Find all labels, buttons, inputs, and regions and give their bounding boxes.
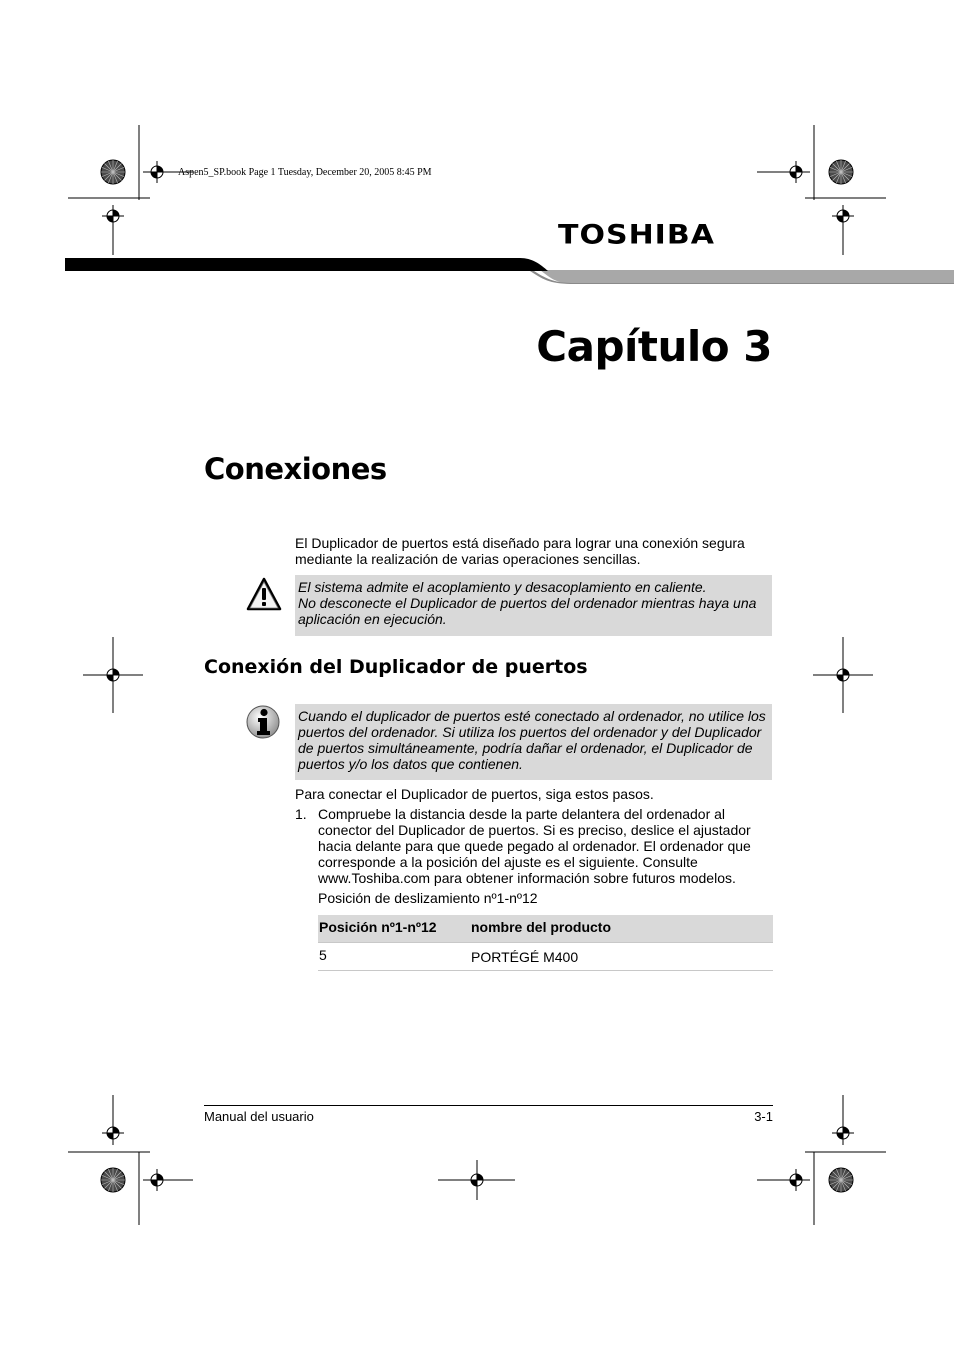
header-band (0, 250, 954, 290)
list-item (295, 806, 773, 886)
table-header-cell: nombre del producto (471, 919, 611, 935)
slide-position-label: Posición de deslizamiento nº1-nº12 (318, 890, 538, 906)
step-text: Compruebe la distancia desde la parte delantera del ordenador al conector del Duplicador de puertos. Si es preciso, deslice el ajustador hacia delante para que quede pegado al ordenador. El ordenador que corresponde a la posición del ajuste es el siguiente. Consulte www.Toshiba.com para obtener información sobre futuros modelos. (318, 806, 751, 886)
info-note: Cuando el duplicador de puertos esté conectado al ordenador, no utilice los puertos del ordenador. Si utiliza los puertos del ordenador y del Duplicador de puertos simultáneamente, podría dañar el ordenador, el Duplicador de puertos y/o los datos que contienen. (295, 704, 772, 780)
warning-note-line: No desconecte el Duplicador de puertos del ordenador mientras haya una aplicación en ejecución. (298, 595, 757, 627)
print-header: Aspen5_SP.book Page 1 Tuesday, December 20, 2005 8:45 PM (178, 167, 432, 178)
step-number: 1. (295, 806, 307, 822)
warning-note (295, 575, 772, 636)
section-title: Conexiones (204, 452, 387, 486)
steps-intro: Para conectar el Duplicador de puertos, siga estos pasos. (295, 786, 654, 802)
toshiba-logo: TOSHIBA (558, 219, 715, 251)
info-icon (245, 703, 283, 741)
table-cell: PORTÉGÉ M400 (471, 949, 579, 965)
footer-page-number: 3-1 (754, 1109, 773, 1124)
footer-manual-title: Manual del usuario (204, 1109, 314, 1124)
warning-note-line: El sistema admite el acoplamiento y desacoplamiento en caliente. (298, 579, 707, 595)
table-row (318, 943, 773, 971)
subsection-title: Conexión del Duplicador de puertos (204, 656, 588, 678)
table-cell: 5 (319, 947, 327, 963)
warning-triangle-icon (245, 576, 283, 614)
product-table (318, 915, 773, 971)
chapter-title: Capítulo 3 (536, 322, 772, 371)
intro-paragraph: El Duplicador de puertos está diseñado para lograr una conexión segura mediante la realización de varias operaciones sencillas. (295, 535, 745, 567)
footer-divider (204, 1105, 773, 1106)
table-header-row (318, 915, 773, 943)
table-header-cell: Posición nº1-nº12 (319, 919, 437, 935)
